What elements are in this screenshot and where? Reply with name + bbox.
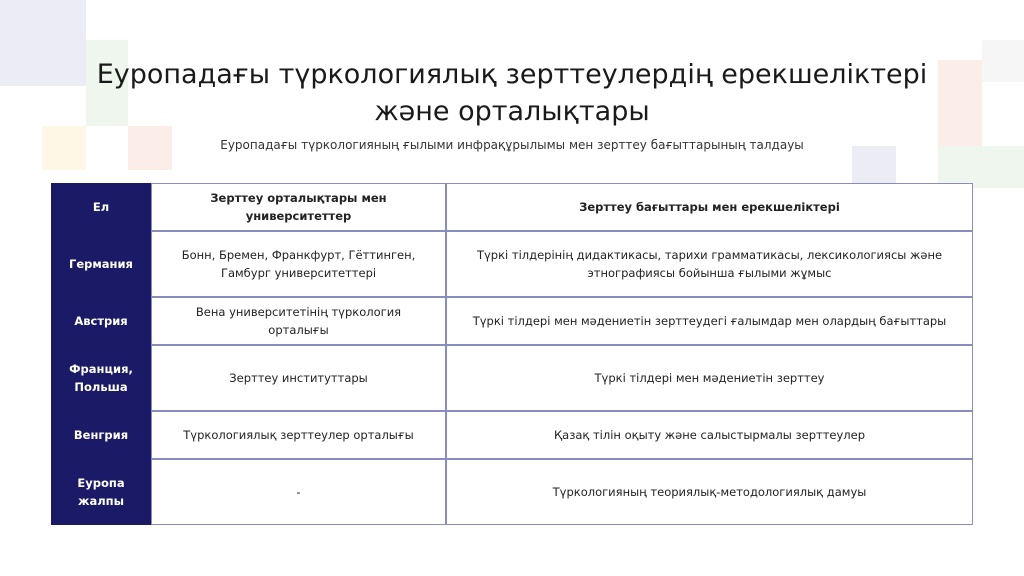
row-directions-germany: Түркі тілдерінің дидактикасы, тарихи грамматикасы, лексикологиясы және этнографиясы бойынша ғылыми жұмыс [446,231,973,297]
row-country-france-poland: Франция, Польша [51,345,151,411]
row-centers-germany: Бонн, Бремен, Франкфурт, Гёттинген, Гамбург университеттері [151,231,446,297]
row-country-hungary: Венгрия [51,411,151,459]
row-centers-hungary: Түркологиялық зерттеулер орталығы [151,411,446,459]
row-centers-france-poland: Зерттеу институттары [151,345,446,411]
deco-square-8 [938,146,1024,188]
row-country-austria: Австрия [51,297,151,345]
page-title [0,56,1024,130]
header-centers: Зерттеу орталықтары мен университеттер [151,183,446,231]
row-directions-france-poland: Түркі тілдері мен мәдениетін зерттеу [446,345,973,411]
row-country-europe-general: Еуропа жалпы [51,459,151,525]
row-directions-hungary: Қазақ тілін оқыту және салыстырмалы зерттеулер [446,411,973,459]
row-centers-europe-general: - [151,459,446,525]
title-line-1: Еуропадағы түркологиялық зерттеулердің ерекшеліктері [96,59,928,90]
title-line-2: және орталықтары [374,96,650,127]
deco-square-7 [852,146,896,188]
row-directions-europe-general: Түркологияның теориялық-методологиялық дамуы [446,459,973,525]
header-country: Ел [51,183,151,231]
row-country-germany: Германия [51,231,151,297]
research-centers-table [51,183,973,525]
row-centers-austria: Вена университетінің түркология орталығы [151,297,446,345]
page-subtitle: Еуропадағы түркологияның ғылыми инфрақұрылымы мен зерттеу бағыттарының талдауы [220,138,804,152]
header-directions: Зерттеу бағыттары мен ерекшеліктері [446,183,973,231]
row-directions-austria: Түркі тілдері мен мәдениетін зерттеудегі ғалымдар мен олардың бағыттары [446,297,973,345]
